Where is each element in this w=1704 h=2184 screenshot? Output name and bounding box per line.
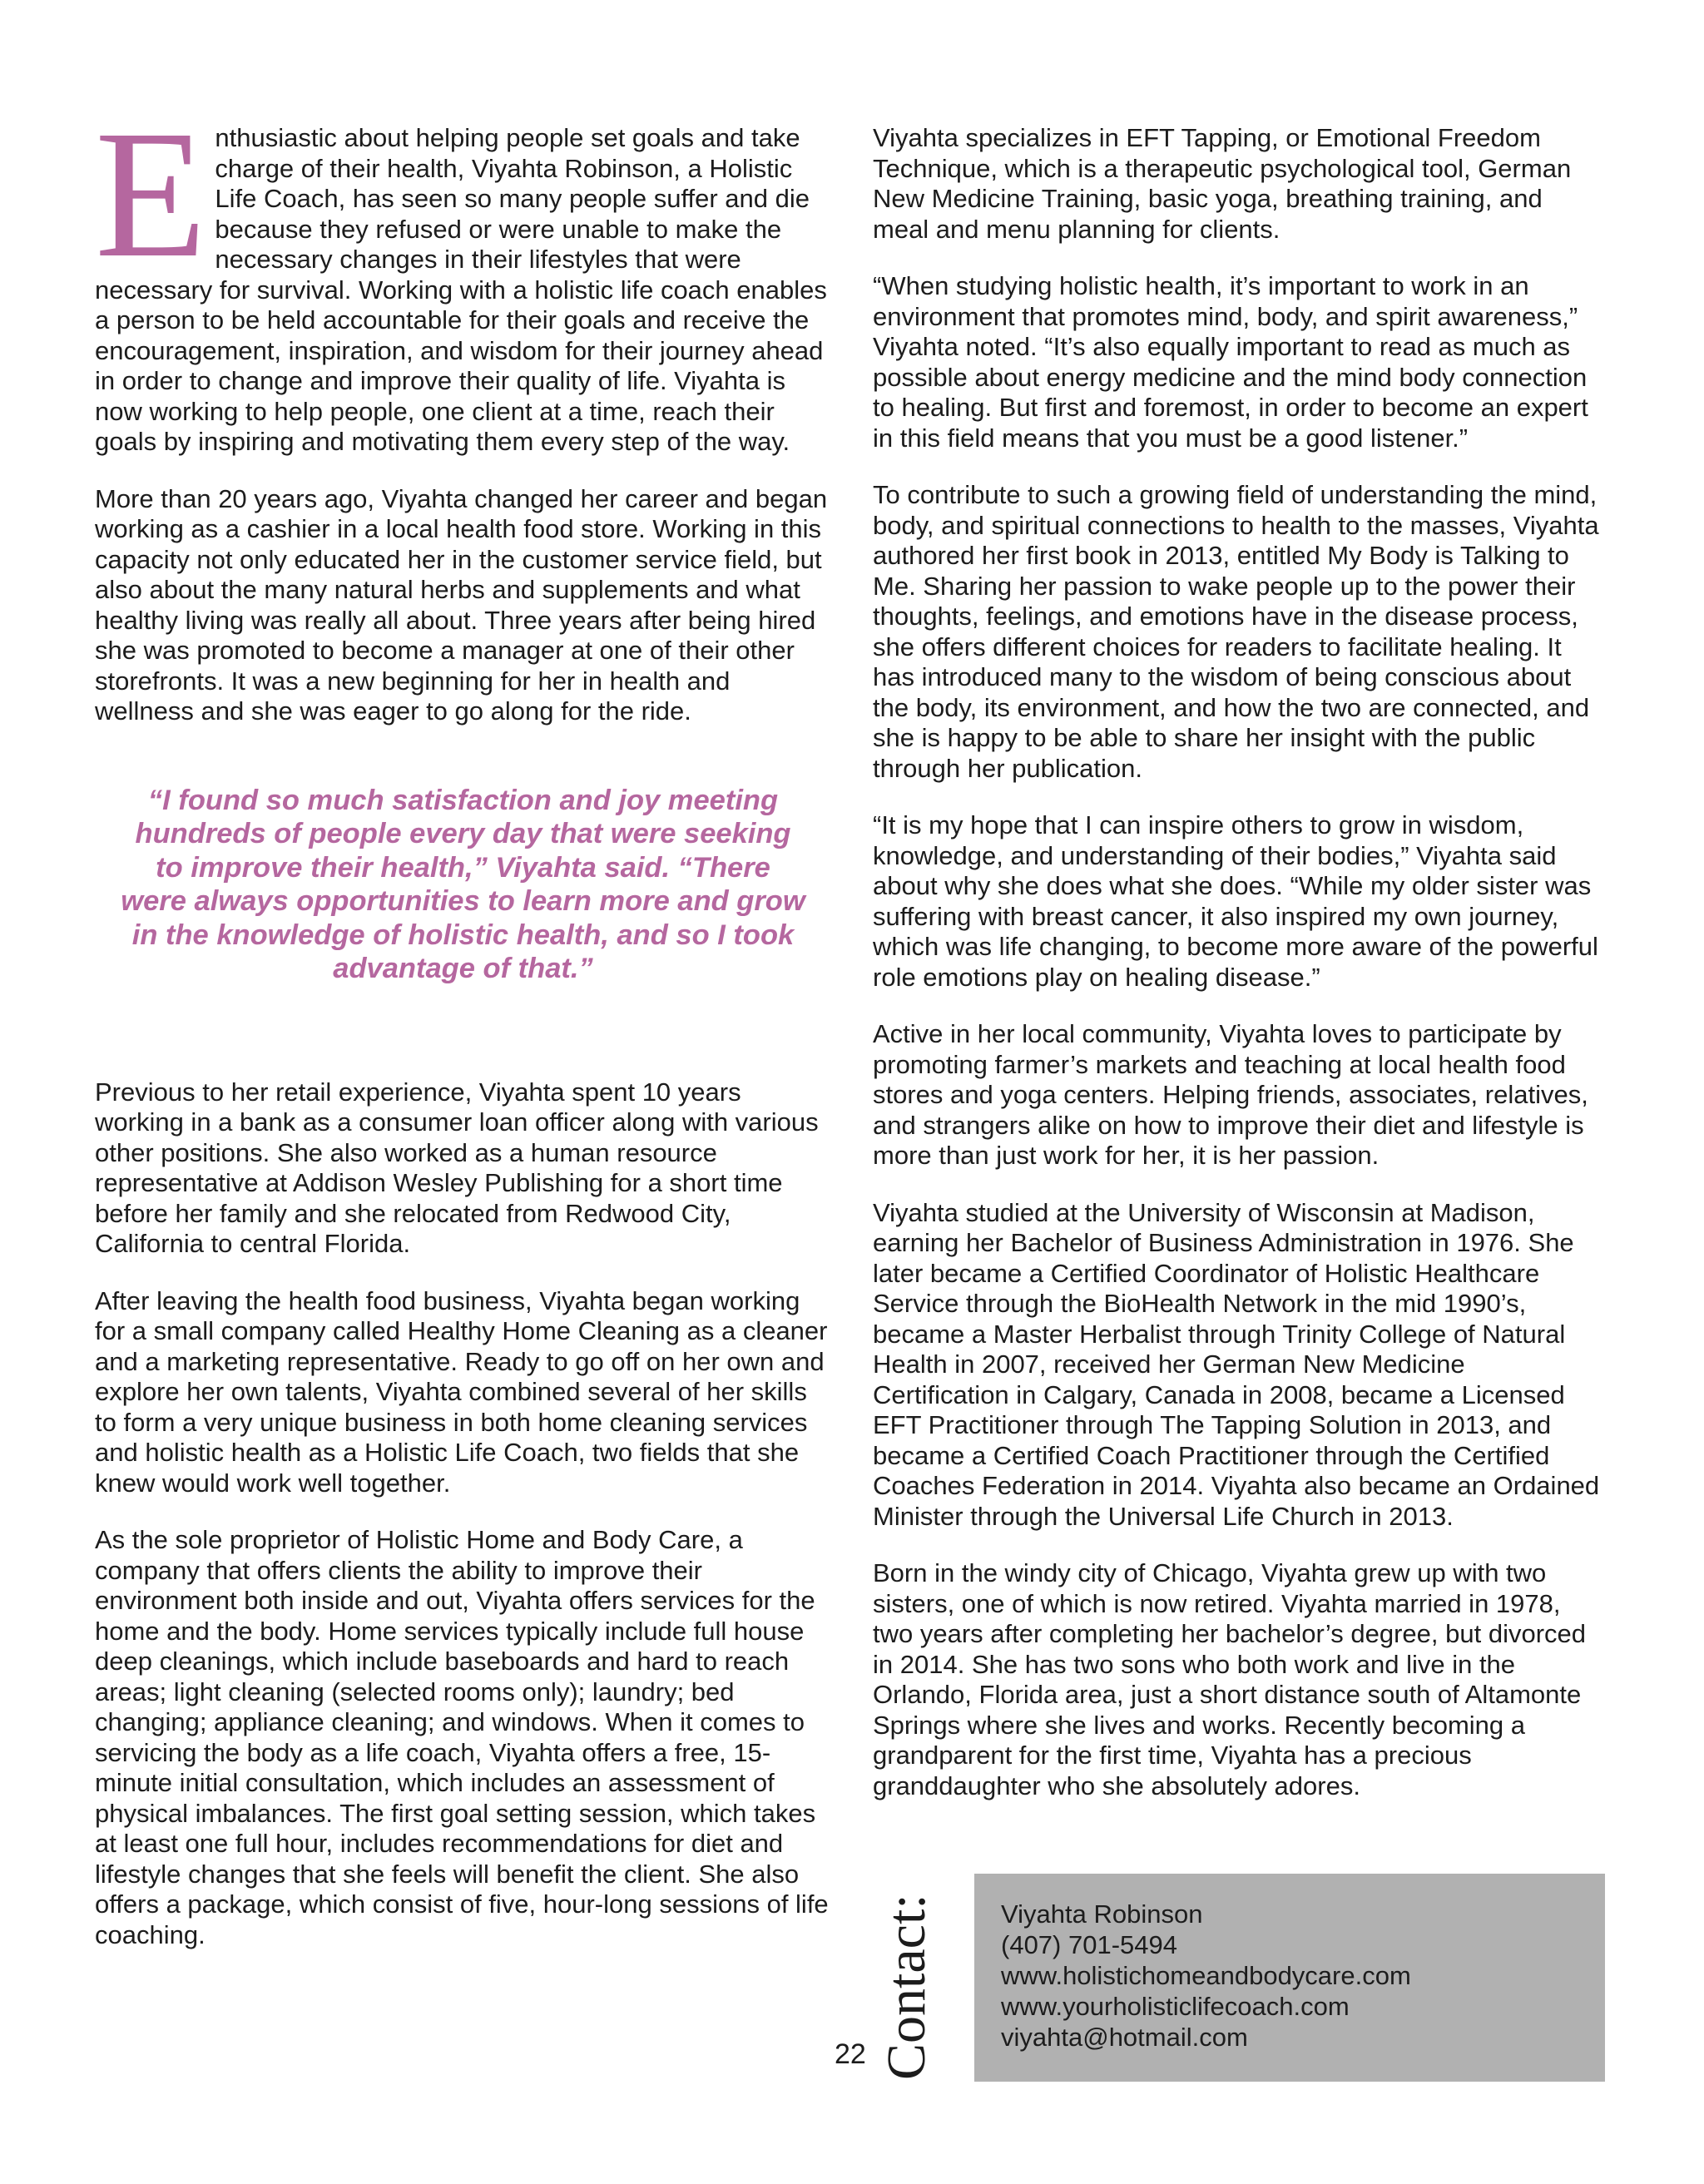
paragraph-services: As the sole proprietor of Holistic Home and Body Care, a company that offers clients the ability to improve their environment both inside and out, Viyahta offers services for the home and the body. Home services typically include full house deep cleanings, which include baseboards and hard to reach areas; light cleaning (selected rooms only); laundry; bed changing; appliance cleaning; and windows. When it comes to servicing the body as a life coach, Viyahta offers a free, 15-minute initial consultation, which includes an assessment of physical imbalances. The first goal setting session, which takes at least one full hour, includes recommendations for diet and lifestyle changes that she feels will benefit the client. She also offers a package, which consist of five, hour-long sessions of life coaching. [95, 1525, 829, 1949]
contact-box [974, 1874, 1605, 2082]
intro-paragraph [95, 92, 831, 458]
paragraph-book: To contribute to such a growing field of understanding the mind, body, and spiritual connections to health to the masses, Viyahta authored her first book in 2013, entitled My Body is Talking to Me. Sharing her passion to wake people up to the power their thoughts, feelings, and emotions have in the disease process, she offers different choices for readers to facilitate healing. It has introduced many to the wisdom of being conscious about the body, its environment, and how the two are connected, and she is happy to be able to share her insight with the public through her publication. [873, 480, 1599, 783]
contact-website-2: www.yourholisticlifecoach.com [1001, 1992, 1350, 2021]
drop-cap: E [95, 92, 207, 295]
paragraph-business: After leaving the health food business, Viyahta began working for a small company called Healthy Home Cleaning as a cleaner and a marketing representative. Ready to go off on her own and explore her own talents, Viyahta combined several of her skills to form a very unique business in both home cleaning services and holistic health as a Holistic Life Coach, two fields that she knew would work well together. [95, 1285, 828, 1498]
page-number: 22 [835, 2038, 866, 2070]
paragraph-community: Active in her local community, Viyahta loves to participate by promoting farmer’s markets and teaching at local health food stores and yoga centers. Helping friends, associates, relatives, and strangers alike on how to improve their diet and lifestyle is more than just work for her, it is her passion. [873, 1019, 1588, 1170]
paragraph-quote-holistic: “When studying holistic health, it’s important to work in an environment that promotes mind, body, and spirit awareness,” Viyahta noted. “It’s also equally important to read as much as possible about energy medicine and the mind body connection to healing. But first and foremost, in order to become an expert in this field means that you must be a good listener.” [873, 271, 1588, 453]
intro-text: nthusiastic about helping people set goals and take charge of their health, Viyahta Robinson, a Holistic Life Coach, has seen so many people suffer and die because they refused or were unable to make the necessary changes in their lifestyles that were necessary for survival. Working with a holistic life coach enables a person to be held accountable for their goals and receive the encouragement, inspiration, and wisdom for their journey ahead in order to change and improve their quality of life. Viyahta is now working to help people, one client at a time, reach their goals by inspiring and motivating them every step of the way. [95, 123, 827, 456]
contact-phone: (407) 701-5494 [1001, 1930, 1177, 1959]
paragraph-education: Viyahta studied at the University of Wisconsin at Madison, earning her Bachelor of Business Administration in 1976. She later became a Certified Coordinator of Holistic Healthcare Service through the BioHealth Network in the mid 1990’s, became a Master Herbalist through Trinity College of Natural Health in 2007, received her German New Medicine Certification in Calgary, Canada in 2008, became a Licensed EFT Practitioner through The Tapping Solution in 2013, and became a Certified Coach Practitioner through the Certified Coaches Federation in 2014. Viyahta also became an Ordained Minister through the Universal Life Church in 2013. [873, 1197, 1600, 1531]
contact-name: Viyahta Robinson [1001, 1899, 1203, 1929]
paragraph-bank: Previous to her retail experience, Viyahta spent 10 years working in a bank as a consumer loan officer along with various other positions. She also worked as a human resource representative at Addison Wesley Publishing for a short time before her family and she relocated from Redwood City, California to central Florida. [95, 1077, 819, 1258]
paragraph-hope: “It is my hope that I can inspire others to grow in wisdom, knowledge, and understanding of their bodies,” Viyahta said about why she does what she does. “While my older sister was suffering with breast cancer, it also inspired my own journey, which was life changing, to become more aware of the powerful role emotions play on healing disease.” [873, 810, 1598, 992]
contact-label: Contact: [876, 1894, 937, 2080]
left-column [95, 92, 831, 1977]
contact-website-1: www.holistichomeandbodycare.com [1001, 1961, 1411, 1990]
contact-email: viyahta@hotmail.com [1001, 2023, 1248, 2052]
paragraph-specialties: Viyahta specializes in EFT Tapping, or Emotional Freedom Technique, which is a therapeutic psychological tool, German New Medicine Training, basic yoga, breathing training, and meal and menu planning for clients. [873, 123, 1572, 244]
paragraph-career: More than 20 years ago, Viyahta changed her career and began working as a cashier in a local health food store. Working in this capacity not only educated her in the customer service field, but also about the many natural herbs and supplements and what healthy living was really all about. Three years after being hired she was promoted to become a manager at one of their other storefronts. It was a new beginning for her in health and wellness and she was eager to go along for the ride. [95, 483, 828, 726]
right-column [873, 123, 1605, 1828]
paragraph-family: Born in the windy city of Chicago, Viyahta grew up with two sisters, one of which is now retired. Viyahta married in 1978, two years after completing her bachelor’s degree, but divorced in 2014. She has two sons who both work and live in the Orlando, Florida area, just a short distance south of Altamonte Springs where she lives and works. Recently becoming a grandparent for the first time, Viyahta has a precious granddaughter who she absolutely adores. [873, 1558, 1586, 1800]
pull-quote: “I found so much satisfaction and joy meeting hundreds of people every day that were seeking to improve their health,” Viyahta said. “There were always opportunities to learn more and grow in the knowledge of holistic health, and so I took advantage of that.” [121, 784, 805, 984]
